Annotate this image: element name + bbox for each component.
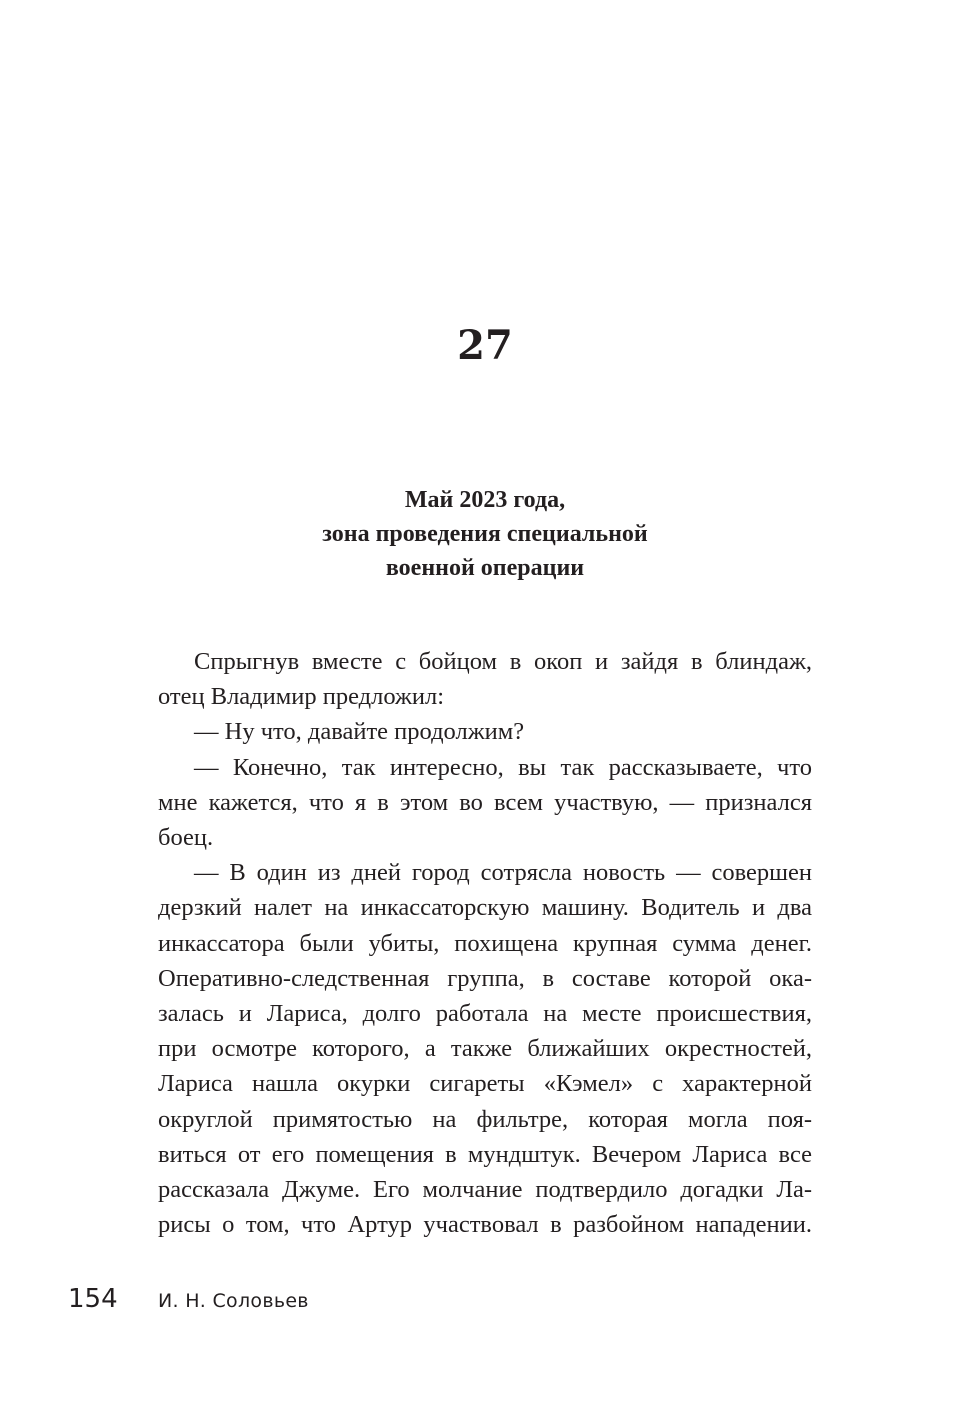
subtitle-line: Май 2023 года, [404,487,566,513]
text-line: округлой примятостью на фильтре, которая могла поя- [158,1105,812,1133]
text-line: залась и Лариса, долго работала на месте происшествия, [158,1000,812,1028]
body-text [158,644,812,1242]
text-line: виться от его помещения в мундштук. Вечером Лариса все [158,1140,812,1168]
text-line: боец. [158,824,214,852]
page-number: 154 [68,1284,118,1314]
running-author: И. Н. Соловьев [158,1290,309,1312]
text-line: отец Владимир предложил: [158,683,445,711]
text-line: мне кажется, что я в этом во всем участвую, — признался [158,788,812,816]
text-line: инкассатора были убиты, похищена крупная сумма денег. [158,929,812,957]
text-line: при осмотре которого, а также ближайших окрестностей, [158,1035,812,1063]
text-line: Спрыгнув вместе с бойцом в окоп и зайдя в блиндаж, [194,648,812,675]
text-line: Оперативно-следственная группа, в составе которой ока- [158,964,812,992]
text-line: рассказала Джуме. Его молчание подтвердило догадки Ла- [158,1176,812,1204]
text-line: рисы о том, что Артур участвовал в разбойном нападении. [158,1211,812,1239]
page-footer [68,1284,309,1316]
text-line: Лариса нашла окурки сигареты «Кэмел» с характерной [158,1070,812,1098]
subtitle-line: военной операции [385,555,585,581]
text-line: — В один из дней город сотрясла новость — совершен [194,859,812,887]
chapter-number: 27 [457,322,513,369]
text-line: — Конечно, так интересно, вы так рассказываете, что [194,753,812,781]
text-line: дерзкий налет на инкассаторскую машину. Водитель и два [158,894,812,922]
subtitle-line: зона проведения специальной [322,521,648,547]
chapter-subtitle [158,483,812,585]
text-line: — Ну что, давайте продолжим? [194,718,525,746]
